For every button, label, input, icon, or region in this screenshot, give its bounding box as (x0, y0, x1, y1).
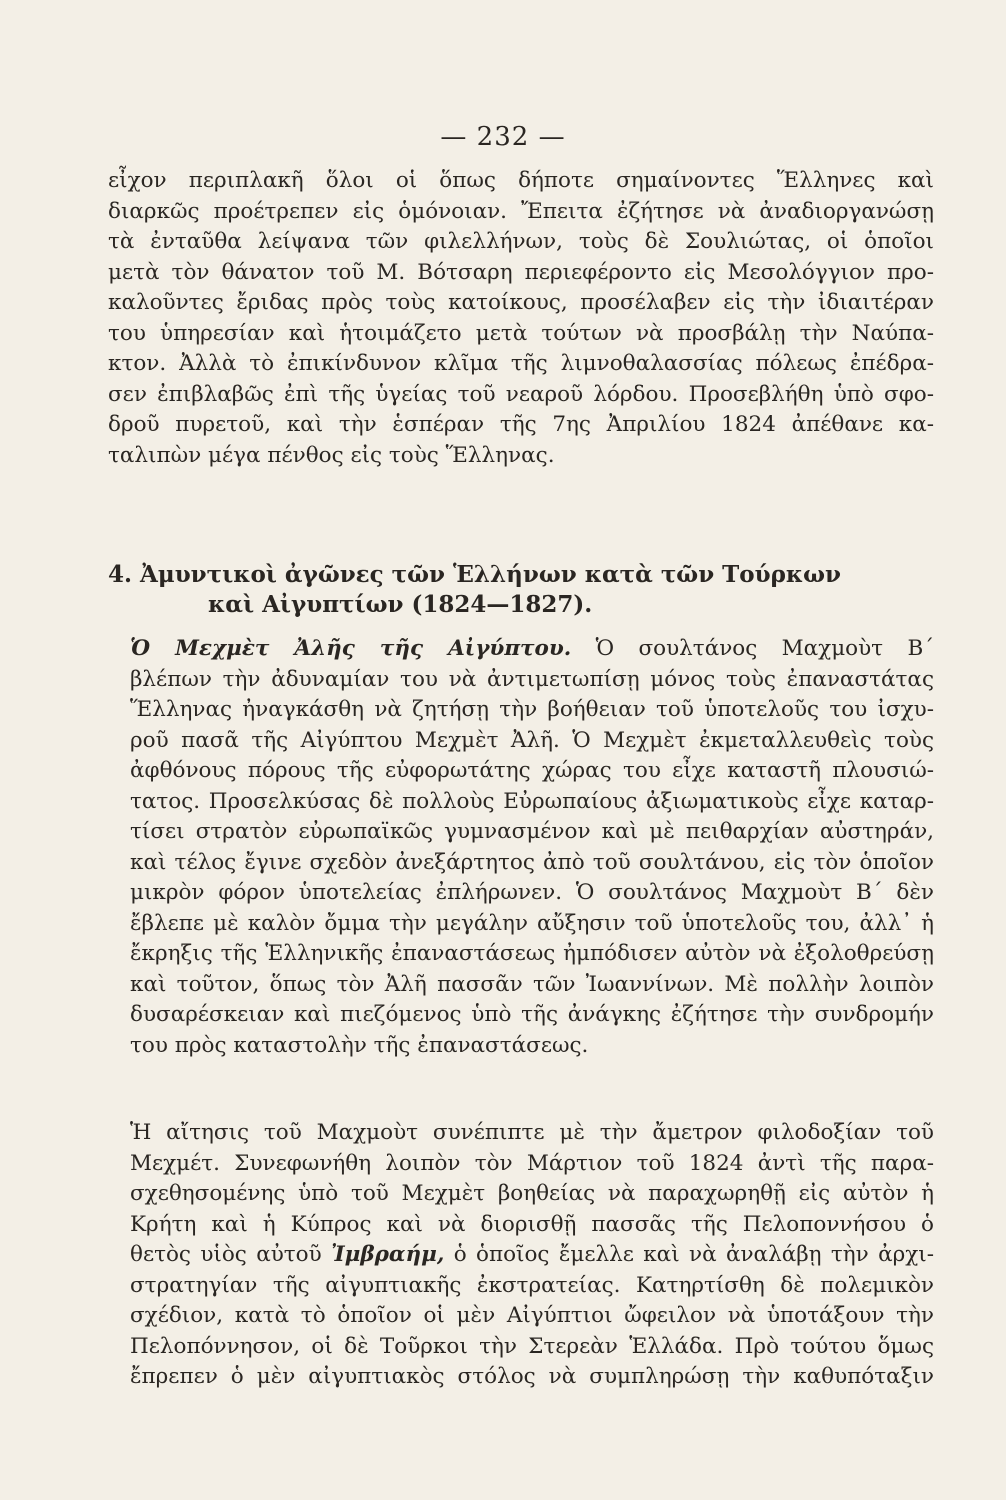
text-line: ἔβλεπε μὲ καλὸν ὄμμα τὴν μεγάλην αὔξησιν τοῦ ὑποτελοῦς του, ἀλλ᾽ ἡ (130, 910, 934, 936)
text-line: του ὑπηρεσίαν καὶ ἡτοιμάζετο μετὰ τούτων νὰ προσβάλῃ τὴν Ναύπα- (108, 320, 934, 346)
text-line: Ἕλληνας ἠναγκάσθη νὰ ζητήσῃ τὴν βοήθειαν τοῦ ὑποτελοῦς του ἰσχυ- (130, 697, 934, 722)
paragraph-agreement (108, 1118, 934, 1393)
text-line: δροῦ πυρετοῦ, καὶ τὴν ἑσπέραν τῆς 7ης Ἀπριλίου 1824 ἀπέθανε κα- (108, 412, 934, 437)
text-line: του πρὸς καταστολὴν τῆς ἐπαναστάσεως. (130, 1032, 589, 1058)
text-line: τίσει στρατὸν εὐρωπαϊκῶς γυμνασμένον καὶ μὲ πειθαρχίαν αὐστηράν, (130, 819, 934, 844)
text-line: ἀφθόνους πόρους τῆς εὐφορωτάτης χώρας του εἶχε καταστῆ πλουσιώ- (130, 758, 934, 783)
section-heading (108, 560, 934, 620)
section-heading-line2: καὶ Αἰγυπτίων (1824—1827). (208, 591, 593, 618)
text-line: τατος. Προσελκύσας δὲ πολλοὺς Εὐρωπαίους ἀξιωματικοὺς εἶχε καταρ- (130, 788, 934, 814)
text-line: εἶχον περιπλακῆ ὅλοι οἱ ὅπως δήποτε σημαίνοντες Ἕλληνες καὶ (108, 168, 934, 193)
section-heading-line1: 4. Ἀμυντικοὶ ἀγῶνες τῶν Ἑλλήνων κατὰ τῶν Τούρκων (108, 561, 841, 588)
text-line: στρατηγίαν τῆς αἰγυπτιακῆς ἐκστρατείας. Κατηρτίσθη δὲ πολεμικὸν (130, 1272, 934, 1298)
text-line: καὶ τέλος ἔγινε σχεδὸν ἀνεξάρτητος ἀπὸ τοῦ σουλτάνου, εἰς τὸν ὁποῖον (130, 849, 934, 875)
text-line: σχεθησομένης ὑπὸ τοῦ Μεχμὲτ βοηθείας νὰ παραχωρηθῇ εἰς αὐτὸν ἡ (130, 1181, 934, 1206)
text-line: Πελοπόννησον, οἱ δὲ Τοῦρκοι τὴν Στερεὰν Ἑλλάδα. Πρὸ τούτου ὅμως (130, 1333, 934, 1359)
text-line: θετὸς υἱὸς αὐτοῦ Ἰμβραήμ, ὁ ὁποῖος ἔμελλε καὶ νὰ ἀναλάβῃ τὴν ἀρχι- (130, 1242, 934, 1267)
text-line: Ὁ Μεχμὲτ Ἀλῆς τῆς Αἰγύπτου. Ὁ σουλτάνος Μαχμοὺτ Β´ (130, 636, 934, 661)
text-line: Μεχμέτ. Συνεφωνήθη λοιπὸν τὸν Μάρτιον τοῦ 1824 ἀντὶ τῆς παρα- (130, 1150, 934, 1176)
text-line: βλέπων τὴν ἀδυναμίαν του νὰ ἀντιμετωπίσῃ μόνος τοὺς ἐπαναστάτας (130, 666, 934, 692)
text-line: ροῦ πασᾶ τῆς Αἰγύπτου Μεχμὲτ Ἀλῆ. Ὁ Μεχμὲτ ἐκμεταλλευθεὶς τοὺς (130, 727, 934, 753)
paragraph-lead-title: Ὁ Μεχμὲτ Ἀλῆς τῆς Αἰγύπτου. (130, 636, 572, 661)
text-line: μετὰ τὸν θάνατον τοῦ Μ. Βότσαρη περιεφέροντο εἰς Μεσολόγγιον προ- (108, 259, 934, 285)
text-line: τὰ ἐνταῦθα λείψανα τῶν φιλελλήνων, τοὺς δὲ Σουλιώτας, οἱ ὁποῖοι (108, 229, 934, 254)
text-line: μικρὸν φόρον ὑποτελείας ἐπλήρωνεν. Ὁ σουλτάνος Μαχμοὺτ Β´ δὲν (130, 880, 934, 905)
text-line: σεν ἐπιβλαβῶς ἐπὶ τῆς ὑγείας τοῦ νεαροῦ λόρδου. Προσεβλήθη ὑπὸ σφο- (108, 381, 934, 407)
page-number: — 232 — (440, 122, 566, 152)
text-line: καὶ τοῦτον, ὅπως τὸν Ἀλῆ πασσᾶν τῶν Ἰωαννίνων. Μὲ πολλὴν λοιπὸν (130, 971, 934, 997)
text-line: ἔπρεπεν ὁ μὲν αἰγυπτιακὸς στόλος νὰ συμπληρώσῃ τὴν καθυπόταξιν (130, 1364, 934, 1389)
ibrahim-name: Ἰμβραήμ, (331, 1242, 445, 1267)
text-line: καλοῦντες ἔριδας πρὸς τοὺς κατοίκους, προσέλαβεν εἰς τὴν ἰδιαιτέραν (108, 290, 934, 315)
text-line: ἔκρηξις τῆς Ἑλληνικῆς ἐπαναστάσεως ἠμπόδισεν αὐτὸν νὰ ἐξολοθρεύσῃ (130, 941, 934, 966)
text-line: Κρήτη καὶ ἡ Κύπρος καὶ νὰ διορισθῇ πασσᾶς τῆς Πελοποννήσου ὁ (130, 1211, 934, 1237)
text-line: κτον. Ἀλλὰ τὸ ἐπικίνδυνον κλῖμα τῆς λιμνοθαλασσίας πόλεως ἐπέδρα- (108, 351, 934, 376)
text-line: διαρκῶς προέτρεπεν εἰς ὁμόνοιαν. Ἔπειτα ἐζήτησε νὰ ἀναδιοργανώσῃ (108, 198, 934, 224)
text-line: ταλιπὼν μέγα πένθος εἰς τοὺς Ἕλληνας. (108, 442, 555, 468)
text-line: δυσαρέσκειαν καὶ πιεζόμενος ὑπὸ τῆς ἀνάγκης ἐζήτησε τὴν συνδρομήν (130, 1002, 934, 1027)
paragraph-mehmet-ali (108, 634, 934, 1061)
text-line: σχέδιον, κατὰ τὸ ὁποῖον οἱ μὲν Αἰγύπτιοι ὤφειλον νὰ ὑποτάξουν τὴν (130, 1303, 934, 1328)
paragraph-byron-death (108, 166, 934, 471)
text-line: Ἡ αἴτησις τοῦ Μαχμοὺτ συνέπιπτε μὲ τὴν ἄμετρον φιλοδοξίαν τοῦ (130, 1120, 934, 1145)
